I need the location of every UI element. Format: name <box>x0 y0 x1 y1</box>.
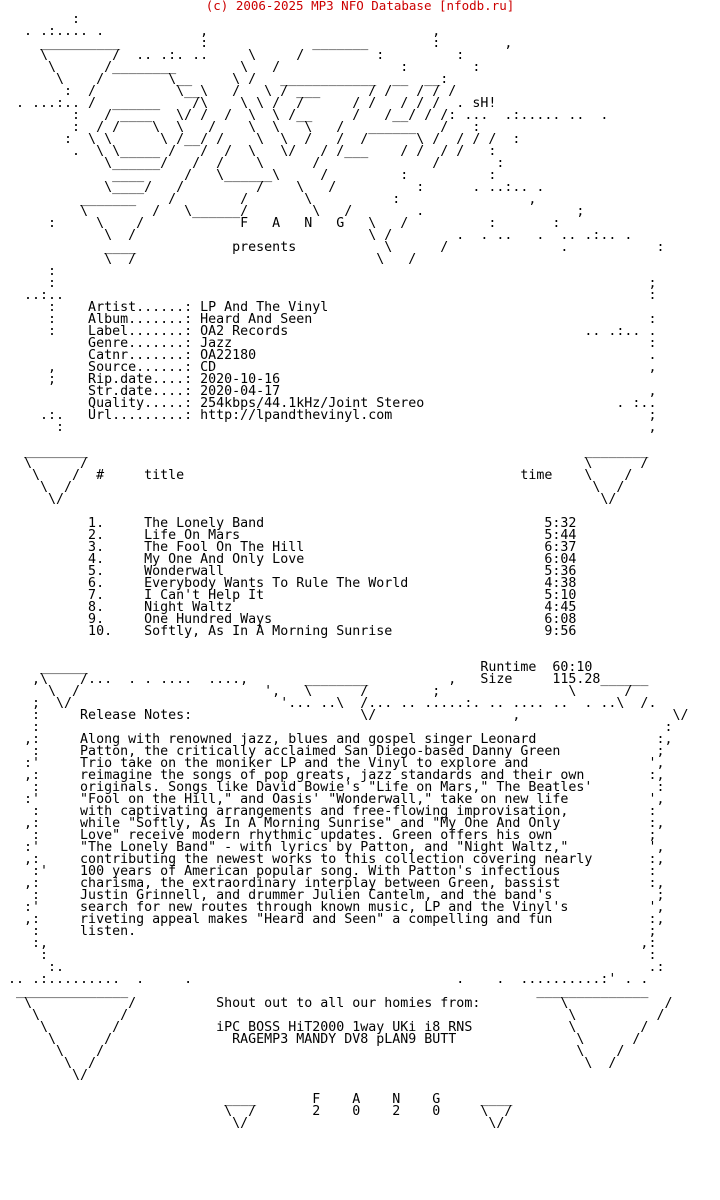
nfo-line: : Patton, the critically acclaimed San Diego-based Danny Green ; <box>0 744 665 759</box>
nfo-line: : \ \ \ /__/ / \ \ / / / \ / / / / : <box>0 132 521 147</box>
nfo-line: . .:.... . , , <box>0 24 441 39</box>
nfo-line: ..:.. : <box>0 288 657 303</box>
nfo-line: ,\ /... . . .... ...., ________ , Size 115.28______ <box>0 672 649 687</box>
nfo-line: Genre.......: Jazz : <box>0 336 657 351</box>
nfo-line: : : <box>0 720 673 735</box>
nfo-line: 6. Everybody Wants To Rule The World 4:38 <box>0 576 577 591</box>
nfo-line: 3. The Fool On The Hill 6:37 <box>0 540 577 555</box>
nfo-line: : , <box>0 420 657 435</box>
nfo-line: \/ <box>0 1068 89 1083</box>
nfo-line: :' search for new routes through known music, LP and the Vinyl's ', <box>0 900 665 915</box>
nfo-line: ,: reimagine the songs of pop greats, jazz standards and their own :, <box>0 768 665 783</box>
nfo-line: . ...:.. / ______ /\ \ \ / / / / / / / . sH! <box>0 96 497 111</box>
nfo-line: ,: riveting appeal makes "Heard and Seen" a compelling and fun :, <box>0 912 665 927</box>
nfo-line: : / / \ \ / \ \ \ / ______ / : <box>0 120 481 135</box>
nfo-line: : / \__\ / \ / ___ / / / / / <box>0 84 457 99</box>
nfo-line: 1. The Lonely Band 5:32 <box>0 516 577 531</box>
nfo-line: \ / \ / <box>0 1056 617 1071</box>
nfo-line: .:. Url.........: http://lpandthevinyl.com ; <box>0 408 657 423</box>
nfo-line: _______ / / \ : , <box>0 192 537 207</box>
nfo-line: : Release Notes: \/ , \/ <box>0 708 705 723</box>
nfo-line: \ / \ / <box>0 252 417 267</box>
nfo-line: :' 100 years of American popular song. With Patton's infectious : <box>0 864 657 879</box>
nfo-line: \ / iPC BOSS HiT2000 1way UKi i8 RNS \ / <box>0 1020 649 1035</box>
nfo-line: 7. I Can't Help It 5:10 <box>0 588 577 603</box>
nfo-line: \ / ', \ / ; \ / <box>0 684 633 699</box>
nfo-line: 5. Wonderwall 5:36 <box>0 564 577 579</box>
nfo-line: 10. Softly, As In A Morning Sunrise 9:56 <box>0 624 577 639</box>
nfo-line: : Label.......: OA2 Records .. .:.. . <box>0 324 657 339</box>
nfo-line: :' Trio take on the moniker LP and the Vinyl to explore and ', <box>0 756 665 771</box>
nfo-line: \/ \/ <box>0 1116 505 1131</box>
nfo-line: .. .:......... . . . . ..........:' . . <box>0 972 649 987</box>
nfo-line: \ /________ \ / : : <box>0 60 481 75</box>
nfo-line: ; \/ '... ..\ /... .. .....:. .. .... .. . ..\ /. <box>0 696 657 711</box>
nfo-line: \ / \ / . . .. . .. .:.. . <box>0 228 633 243</box>
copyright-header[interactable]: (c) 2006-2025 MP3 NFO Database [nfodb.ru] <box>205 0 515 13</box>
nfo-line: : Artist......: LP And The Vinyl <box>0 300 329 315</box>
nfo-line: ______________ ______________ <box>0 984 649 999</box>
nfo-line: ____ F A N G ____ <box>0 1092 513 1107</box>
nfo-line: :, ,: <box>0 936 657 951</box>
nfo-line: : ; <box>0 276 657 291</box>
nfo-line: :' "Fool on the Hill," and Oasis' "Wonderwall," take on new life ', <box>0 792 665 807</box>
nfo-line: ______ Runtime 60:10 <box>0 660 593 675</box>
nfo-line: Catnr.......: OA22180 . <box>0 348 657 363</box>
nfo-line: : / ____ \/ / / \ \ /__ / /__/ / /: ... .:..... .. . <box>0 108 609 123</box>
nfo-line: ,: charisma, the extraordinary interplay between Green, bassist :, <box>0 876 665 891</box>
nfo-line: \ / \ / <box>0 1044 625 1059</box>
nfo-line: . \ \_____ / / / \ \/ / /___ / / / / : <box>0 144 497 159</box>
nfo-line: ,: Along with renowned jazz, blues and gospel singer Leonard :, <box>0 732 673 747</box>
nfo-line: : <box>0 12 81 27</box>
nfo-line: \ / \ / <box>0 456 649 471</box>
nfo-line: 8. Night Waltz 4:45 <box>0 600 577 615</box>
nfo-line: \ / # title time \ / <box>0 468 633 483</box>
nfo-line: 2. Life On Mars 5:44 <box>0 528 577 543</box>
nfo-line: \____/ / / \ / : . ..:.. . <box>0 180 545 195</box>
nfo-line: : <box>0 264 57 279</box>
nfo-line: \ / 2 0 2 0 \ / <box>0 1104 513 1119</box>
nfo-line: ; Rip.date....: 2020-10-16 <box>0 372 281 387</box>
nfo-line: __________ : _______ : , <box>0 36 513 51</box>
nfo-line: , Source......: CD , <box>0 360 657 375</box>
nfo-line: \ / RAGEMP3 MANDY DV8 pLAN9 BUTT \ / <box>0 1032 641 1047</box>
nfo-line: ,: contributing the newest works to this collection covering nearly :, <box>0 852 665 867</box>
nfo-line: 4. My One And Only Love 6:04 <box>0 552 577 567</box>
nfo-line: : originals. Songs like David Bowie's "Life on Mars," The Beatles' : <box>0 780 665 795</box>
nfo-line: \ / \ / <box>0 1008 665 1023</box>
nfo-line: \______/ / / \ / / : <box>0 156 505 171</box>
nfo-line: : Justin Grinnell, and drummer Julien Cantelm, and the band's ; <box>0 888 665 903</box>
nfo-line: \/ \/ <box>0 492 617 507</box>
nfo-line: \ / \__ \ / ____________ __ __: <box>0 72 449 87</box>
nfo-line: ____ / \______\ / : : <box>0 168 497 183</box>
nfo-line: Str.date....: 2020-04-17 , <box>0 384 657 399</box>
nfo-line: \ / Shout out to all our homies from: \ / <box>0 996 673 1011</box>
nfo-line: 9. One Hundred Ways 6:08 <box>0 612 577 627</box>
nfo-line: \ / .. .:. .. \ / : : <box>0 48 465 63</box>
nfo-line: ,: while "Softly, As In A Morning Sunrise" and "My One And Only :, <box>0 816 665 831</box>
nfo-line: : : <box>0 948 657 963</box>
nfo-line: Quality.....: 254kbps/44.1kHz/Joint Stereo . :.. <box>0 396 657 411</box>
nfo-line: : Album.......: Heard And Seen : <box>0 312 657 327</box>
nfo-line: \ / \ / <box>0 480 625 495</box>
nfo-line: \ / \______/ \ / . ; <box>0 204 585 219</box>
nfo-line: :' "The Lonely Band" - with lyrics by Patton, and "Night Waltz," ', <box>0 840 665 855</box>
nfo-line: : with captivating arrangements and free-flowing improvisation, : <box>0 804 657 819</box>
nfo-line: : \ / F A N G \ / : : <box>0 216 561 231</box>
nfo-line: : listen. ; <box>0 924 657 939</box>
nfo-line: ____ presents \ / . : <box>0 240 665 255</box>
nfo-line: :. .: <box>0 960 665 975</box>
nfo-line: ________ ________ <box>0 444 649 459</box>
nfo-line: : Love" receive modern rhythmic updates. Green offers his own ; <box>0 828 657 843</box>
